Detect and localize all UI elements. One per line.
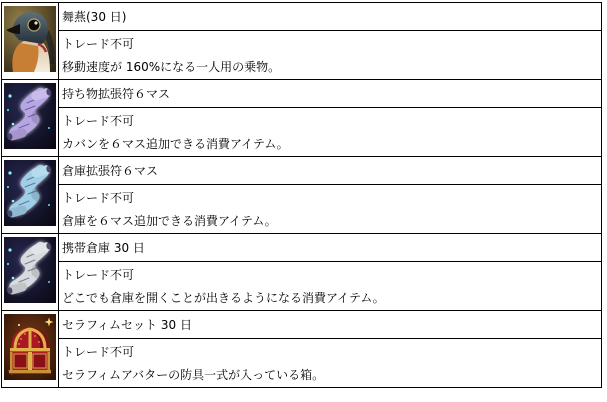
item-details bbox=[59, 262, 602, 311]
item-icon-cell bbox=[2, 234, 59, 311]
item-details bbox=[59, 31, 602, 80]
item-name: 持ち物拡張符６マス bbox=[59, 80, 602, 108]
item-icon-cell bbox=[2, 3, 59, 80]
item-name: 舞燕(30 日) bbox=[59, 3, 602, 31]
item-name-row bbox=[2, 3, 602, 31]
item-name-row bbox=[2, 234, 602, 262]
trade-status: トレード不可 bbox=[62, 37, 135, 51]
silver-scroll-icon bbox=[4, 237, 56, 303]
item-name: 倉庫拡張符６マス bbox=[59, 157, 602, 185]
trade-status: トレード不可 bbox=[62, 191, 135, 205]
item-detail-row bbox=[2, 339, 602, 388]
item-icon-cell bbox=[2, 80, 59, 157]
item-description: カバンを６マス追加できる消費アイテム。 bbox=[62, 137, 289, 151]
item-name: 携帯倉庫 30 日 bbox=[59, 234, 602, 262]
trade-status: トレード不可 bbox=[62, 114, 135, 128]
item-detail-row bbox=[2, 262, 602, 311]
item-details bbox=[59, 339, 602, 388]
item-table bbox=[1, 2, 602, 388]
red-chest-icon bbox=[4, 314, 56, 380]
item-table-body bbox=[2, 3, 602, 388]
item-name: セラフィムセット 30 日 bbox=[59, 311, 602, 339]
item-icon-cell bbox=[2, 311, 59, 388]
item-detail-row bbox=[2, 31, 602, 80]
item-description: 倉庫を６マス追加できる消費アイテム。 bbox=[62, 214, 277, 228]
swallow-mount-icon bbox=[4, 6, 56, 72]
item-name-row bbox=[2, 157, 602, 185]
item-description: どこでも倉庫を開くことが出きるようになる消費アイテム。 bbox=[62, 291, 385, 305]
item-description: 移動速度が 160%になる一人用の乗物。 bbox=[62, 60, 281, 74]
trade-status: トレード不可 bbox=[62, 268, 135, 282]
purple-scroll-icon bbox=[4, 83, 56, 149]
item-name-row bbox=[2, 80, 602, 108]
item-name-row bbox=[2, 311, 602, 339]
item-description: セラフィムアバターの防具一式が入っている箱。 bbox=[62, 368, 325, 382]
item-icon-cell bbox=[2, 157, 59, 234]
item-detail-row bbox=[2, 108, 602, 157]
item-details bbox=[59, 108, 602, 157]
trade-status: トレード不可 bbox=[62, 345, 135, 359]
item-detail-row bbox=[2, 185, 602, 234]
blue-scroll-icon bbox=[4, 160, 56, 226]
item-details bbox=[59, 185, 602, 234]
